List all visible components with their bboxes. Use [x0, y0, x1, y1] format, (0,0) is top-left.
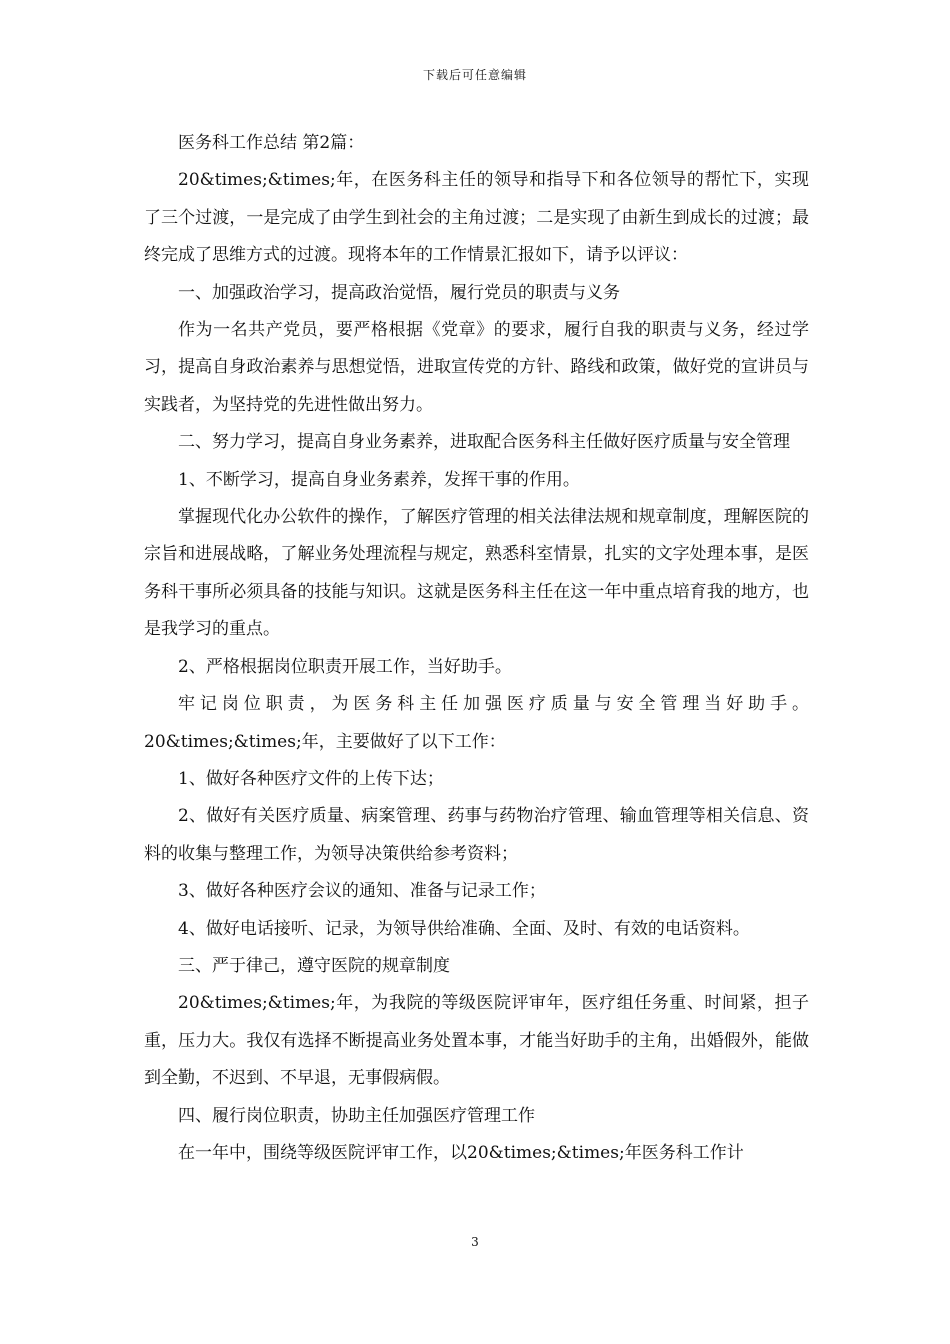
page-number: 3: [471, 1235, 479, 1249]
list-item: 3、做好各种医疗会议的通知、准备与记录工作；: [178, 881, 546, 902]
subheading: 1、不断学习，提高自身业务素养，发挥干事的作用。: [178, 469, 580, 490]
document-body: [144, 125, 809, 1172]
paragraph: 掌握现代化办公软件的操作，了解医疗管理的相关法律法规和规章制度，理解医院的宗旨和进展战略，了解业务处理流程与规定，熟悉科室情景，扎实的文字处理本事，是医务科干事所必须具备的技能与知识。这就是医务科主任在这一年中重点培育我的地方，也是我学习的重点。: [144, 507, 809, 640]
page-header: 下载后可任意编辑: [422, 68, 527, 82]
paragraph: 20&times;&times;年，为我院的等级医院评审年，医疗组任务重、时间紧，担子重，压力大。我仅有选择不断提高业务处置本事，才能当好助手的主角，出婚假外，能做到全勤，不迟到、不早退，无事假病假。: [144, 993, 809, 1089]
subheading: 2、严格根据岗位职责开展工作，当好助手。: [178, 656, 512, 677]
section-title: 医务科工作总结 第2篇：: [178, 133, 365, 153]
paragraph: 20&times;&times;年，主要做好了以下工作：: [144, 731, 506, 752]
heading-four: 四、履行岗位职责，协助主任加强医疗管理工作: [178, 1105, 535, 1126]
heading-one: 一、加强政治学习，提高政治觉悟，履行党员的职责与义务: [178, 282, 620, 303]
list-item: 2、做好有关医疗质量、病案管理、药事与药物治疗管理、输血管理等相关信息、资料的收集与整理工作，为领导决策供给参考资料；: [144, 806, 809, 864]
heading-three: 三、严于律己，遵守医院的规章制度: [178, 955, 450, 976]
list-item: 1、做好各种医疗文件的上传下达；: [178, 768, 444, 789]
paragraph: 在一年中，围绕等级医院评审工作，以20&times;&times;年医务科工作计: [178, 1142, 744, 1163]
paragraph: 牢记岗位职责，为医务科主任加强医疗质量与安全管理当好助手。: [178, 694, 809, 715]
list-item: 4、做好电话接听、记录，为领导供给准确、全面、及时、有效的电话资料。: [178, 918, 750, 939]
paragraph: 作为一名共产党员，要严格根据《党章》的要求，履行自我的职责与义务，经过学习，提高自身政治素养与思想觉悟，进取宣传党的方针、路线和政策，做好党的宣讲员与实践者，为坚持党的先进性做出努力。: [144, 320, 809, 415]
heading-two: 二、努力学习，提高自身业务素养，进取配合医务科主任做好医疗质量与安全管理: [178, 432, 790, 453]
paragraph-intro: 20&times;&times;年，在医务科主任的领导和指导下和各位领导的帮忙下，实现了三个过渡，一是完成了由学生到社会的主角过渡；二是实现了由新生到成长的过渡；最终完成了思维方式的过渡。现将本年的工作情景汇报如下，请予以评议：: [144, 170, 809, 266]
